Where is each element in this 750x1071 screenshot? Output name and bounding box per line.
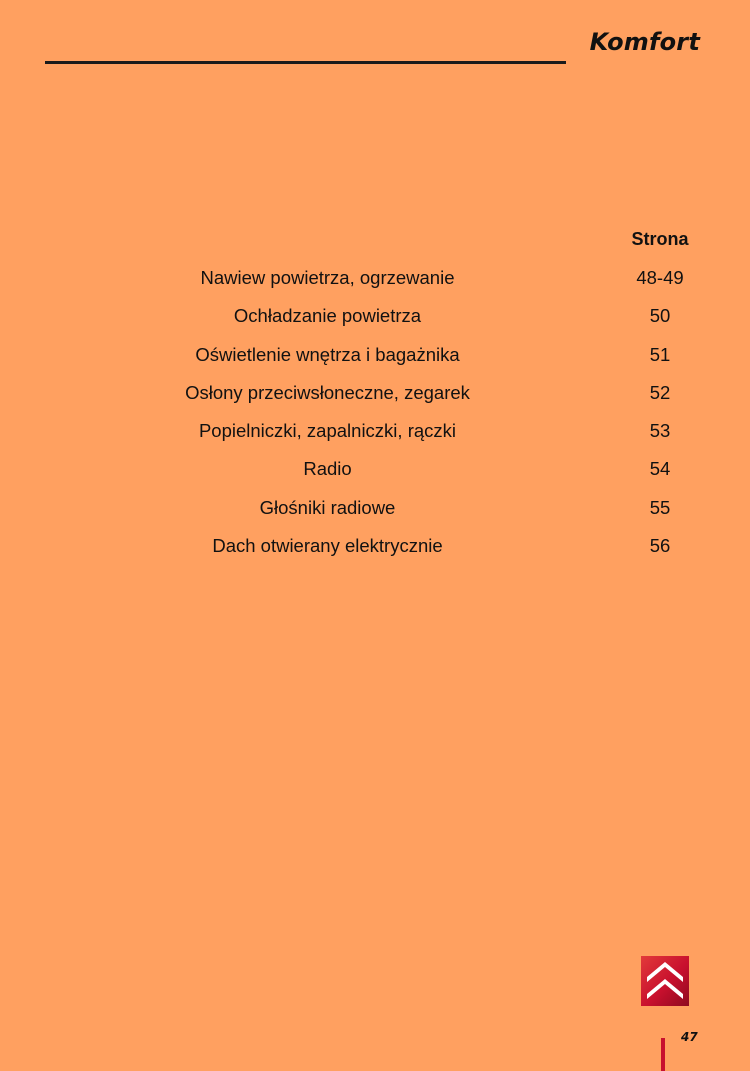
toc-entry-title: Dach otwierany elektrycznie <box>212 535 443 557</box>
toc-entry-title: Radio <box>303 458 352 480</box>
toc-entry[interactable] <box>0 417 750 455</box>
toc-entry-title: Oświetlenie wnętrza i bagażnika <box>195 343 460 365</box>
toc-entry-page: 56 <box>649 535 671 557</box>
toc-entry-title: Nawiew powietrza, ogrzewanie <box>200 267 455 288</box>
page-column-header: Strona <box>631 229 689 249</box>
toc-entry-page: 51 <box>649 343 671 365</box>
toc-entry[interactable] <box>0 494 750 532</box>
toc-entry-page: 52 <box>649 381 671 403</box>
citroen-logo-icon <box>641 956 689 1006</box>
toc-entry[interactable] <box>0 455 750 493</box>
page-marker-bar <box>661 1038 665 1071</box>
toc-entry[interactable] <box>0 341 750 379</box>
toc-entry-page: 55 <box>649 496 671 518</box>
header-rule <box>45 61 566 64</box>
toc-entry-title: Głośniki radiowe <box>259 496 396 518</box>
toc-entry[interactable] <box>0 302 750 340</box>
toc-entry-title: Osłony przeciwsłoneczne, zegarek <box>185 381 470 403</box>
page-number: 47 <box>681 1030 698 1044</box>
toc-entry-page: 48-49 <box>636 267 684 288</box>
toc-entry-page: 50 <box>649 305 671 327</box>
toc-entry[interactable] <box>0 379 750 417</box>
toc-entry[interactable] <box>0 264 750 302</box>
toc-entry-title: Popielniczki, zapalniczki, rączki <box>198 420 457 442</box>
toc-entry-page: 54 <box>649 458 671 480</box>
toc-entry-title: Ochładzanie powietrza <box>233 305 422 327</box>
toc-entry[interactable] <box>0 532 750 570</box>
toc-entry-page: 53 <box>649 420 671 442</box>
section-title: Komfort <box>589 28 700 56</box>
table-of-contents <box>0 264 750 570</box>
